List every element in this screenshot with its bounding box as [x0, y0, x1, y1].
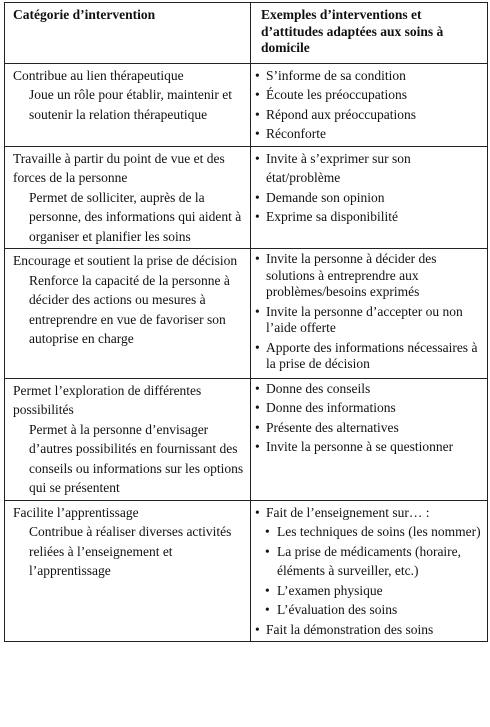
list-item-text: Présente des alternatives: [266, 419, 399, 435]
list-item-text: Apporte des informations nécessaires à la prise de décision: [266, 339, 478, 371]
table-header-row: [5, 3, 488, 64]
sub-list-item: [255, 581, 481, 601]
category-title: Encourage et soutient la prise de décision: [13, 253, 238, 268]
list-item-text: Invite à s’exprimer sur son état/problème: [266, 150, 411, 185]
list-item-text: Exprime sa disponibilité: [266, 209, 398, 224]
list-item-text: Invite la personne à décider des solutions à entreprendre aux problèmes/besoins exprimés: [266, 251, 437, 299]
examples-cell: [251, 378, 488, 500]
category-title: Travaille à partir du point de vue et des forces de la personne: [13, 150, 225, 185]
list-item: [255, 207, 481, 227]
list-item-text: Demande son opinion: [266, 189, 385, 205]
list-item-text: • L’évaluation des soins: [277, 602, 398, 617]
category-cell: [5, 146, 251, 249]
list-item-text: Réconforte: [266, 126, 326, 141]
category-cell: [5, 249, 251, 379]
list-item: [255, 188, 481, 208]
list-item: [255, 251, 481, 301]
examples-list: [255, 381, 481, 456]
list-item-text: Donne des informations: [266, 400, 396, 415]
category-title: Facilite l’apprentissage: [13, 504, 139, 520]
list-item: [255, 620, 481, 640]
list-item: [255, 420, 481, 437]
examples-cell: [251, 63, 488, 146]
intervention-table: [4, 2, 488, 642]
category-cell: [5, 378, 251, 500]
list-item: [255, 439, 481, 456]
list-item: [255, 400, 481, 417]
list-item-text: Fait de l’enseignement sur… :: [266, 504, 430, 520]
table-row: [5, 146, 488, 249]
examples-list: [255, 251, 481, 373]
list-item-text: Donne des conseils: [266, 380, 371, 396]
list-item-text: • Les techniques de soins (les nommer): [277, 524, 481, 539]
sub-list-item: [255, 542, 481, 581]
list-item: [255, 381, 481, 398]
examples-cell: [251, 249, 488, 379]
list-item: [255, 105, 481, 125]
list-item: [255, 340, 481, 373]
list-item: [255, 304, 481, 337]
table-row: [5, 249, 488, 379]
category-title: Permet l’exploration de différentes possibilités: [13, 382, 202, 417]
list-item-text: • La prise de médicaments (horaire, éléments à surveiller, etc.): [277, 543, 462, 578]
category-description: Contribue à réaliser diverses activités reliées à l’enseignement et l’apprentissage: [29, 524, 232, 578]
list-item-text: S’informe de sa condition: [266, 67, 406, 83]
list-item: [255, 124, 481, 144]
list-item: [255, 149, 481, 188]
examples-list: [255, 149, 481, 227]
list-item-text: Invite la personne à se questionner: [266, 439, 454, 454]
category-title: Contribue au lien thérapeutique: [13, 67, 184, 83]
category-description: Joue un rôle pour établir, maintenir et soutenir la relation thérapeutique: [29, 87, 233, 122]
list-item-text: Répond aux préoccupations: [266, 106, 416, 122]
category-description: Permet de solliciter, auprès de la personne, des informations qui aident à organiser et planifier les soins: [29, 189, 242, 244]
list-item: [255, 85, 481, 105]
category-description: Renforce la capacité de la personne à décider des actions ou mesures à entreprendre en vue de favoriser son autoprise en charge: [29, 272, 230, 346]
table-row: [5, 63, 488, 146]
list-item: [255, 66, 481, 86]
examples-cell: [251, 146, 488, 249]
category-description: Permet à la personne d’envisager d’autres possibilités en fournissant des conseils ou informations sur les options qui se présentent: [29, 421, 244, 495]
category-cell: [5, 500, 251, 642]
examples-cell: [251, 500, 488, 642]
table-row: [5, 500, 488, 642]
list-item-text: Invite la personne d’accepter ou non l’aide offerte: [266, 303, 463, 335]
list-item-text: Fait la démonstration des soins: [266, 621, 434, 637]
list-item-text: • L’examen physique: [277, 582, 383, 598]
examples-list: [255, 503, 481, 640]
category-cell: [5, 63, 251, 146]
header-category: Catégorie d’intervention: [5, 3, 251, 64]
table-row: [5, 378, 488, 500]
sub-list-item: [255, 522, 481, 542]
header-examples: Exemples d’interventions et d’attitudes adaptées aux soins à domicile: [251, 3, 488, 64]
table-body: [5, 63, 488, 642]
examples-list: [255, 66, 481, 144]
sub-list-item: [255, 600, 481, 620]
list-item: [255, 503, 481, 523]
list-item-text: Écoute les préoccupations: [266, 87, 407, 102]
